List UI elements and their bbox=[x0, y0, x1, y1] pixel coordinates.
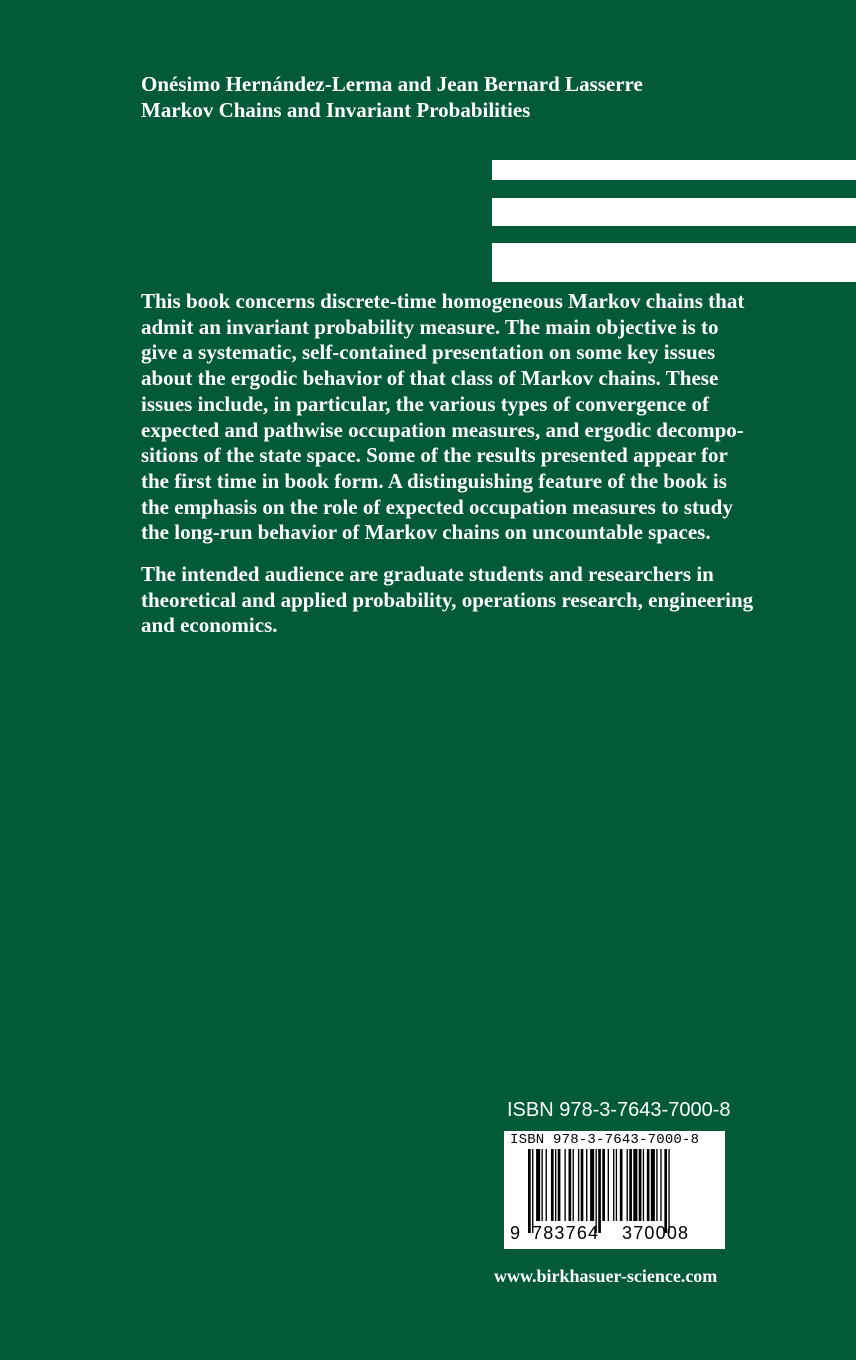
isbn-barcode bbox=[504, 1131, 725, 1249]
barcode-bar bbox=[578, 1149, 579, 1221]
blurb-line: the first time in book form. A distinguishing feature of the book is bbox=[141, 468, 727, 493]
barcode-bar bbox=[551, 1149, 554, 1221]
barcode-bar bbox=[581, 1149, 584, 1221]
barcode-bar bbox=[620, 1149, 623, 1221]
blurb-line: the long-run behavior of Markov chains on uncountable spaces. bbox=[141, 520, 711, 545]
barcode-bar bbox=[536, 1149, 540, 1221]
barcode-bar bbox=[613, 1149, 614, 1221]
barcode-bar bbox=[664, 1149, 667, 1233]
barcode-bar bbox=[627, 1149, 628, 1221]
barcode-bar bbox=[528, 1149, 531, 1233]
barcode-bar bbox=[668, 1149, 669, 1233]
barcode-bar bbox=[629, 1149, 632, 1221]
barcode-bar bbox=[608, 1149, 609, 1221]
barcode-bar bbox=[590, 1149, 594, 1221]
blurb-line: issues include, in particular, the various types of convergence of bbox=[141, 391, 709, 416]
blurb-line: theoretical and applied probability, operations research, engineering bbox=[141, 587, 754, 612]
blurb-line: This book concerns discrete-time homogeneous Markov chains that bbox=[141, 289, 745, 313]
barcode-bar bbox=[558, 1149, 561, 1221]
barcode-bar bbox=[564, 1149, 565, 1221]
decorative-stripe-1 bbox=[492, 160, 856, 180]
barcode-bar bbox=[546, 1149, 547, 1221]
barcode-bar bbox=[633, 1149, 637, 1221]
blurb-line: The intended audience are graduate students and researchers in bbox=[141, 562, 714, 586]
barcode-bar bbox=[651, 1149, 655, 1221]
barcode-bar bbox=[616, 1149, 617, 1221]
barcode-isbn-text: ISBN 978-3-7643-7000-8 bbox=[510, 1132, 700, 1148]
blurb-line: and economics. bbox=[141, 613, 278, 638]
barcode-first-digit: 9 bbox=[510, 1223, 521, 1243]
blurb-line: admit an invariant probability measure. The main objective is to bbox=[141, 314, 719, 339]
barcode-bar bbox=[647, 1149, 650, 1221]
barcode-bar bbox=[573, 1149, 574, 1221]
publisher-website: www.birkhasuer-science.com bbox=[494, 1266, 718, 1286]
blurb-line: the emphasis on the role of expected occupation measures to study bbox=[141, 494, 733, 519]
barcode-bar bbox=[586, 1149, 587, 1221]
barcode-bar bbox=[555, 1149, 556, 1221]
blurb-line: give a systematic, self-contained presentation on some key issues bbox=[141, 340, 716, 365]
barcode-bar bbox=[598, 1149, 601, 1233]
barcode-bar bbox=[532, 1149, 533, 1233]
authors: Onésimo Hernández-Lerma and Jean Bernard Lasserre bbox=[141, 72, 643, 96]
decorative-stripe-2 bbox=[492, 198, 856, 226]
barcode-bar bbox=[569, 1149, 572, 1221]
blurb-line: sitions of the state space. Some of the results presented appear for bbox=[141, 443, 728, 468]
isbn-label: ISBN 978-3-7643-7000-8 bbox=[507, 1099, 731, 1121]
barcode-digit-group-2: 370008 bbox=[622, 1223, 690, 1243]
barcode-bar bbox=[602, 1149, 605, 1221]
barcode-bar bbox=[596, 1149, 597, 1233]
blurb-paragraph-1 bbox=[141, 289, 761, 546]
barcode-bar bbox=[656, 1149, 657, 1221]
barcode-bar bbox=[639, 1149, 642, 1221]
blurb-line: about the ergodic behavior of that class of Markov chains. These bbox=[141, 366, 719, 391]
barcode-digit-group-1: 783764 bbox=[532, 1223, 600, 1243]
barcode-bar bbox=[542, 1149, 543, 1221]
blurb-line: expected and pathwise occupation measures, and ergodic decompo- bbox=[141, 417, 744, 442]
book-title: Markov Chains and Invariant Probabilities bbox=[141, 98, 531, 122]
blurb-paragraph-2 bbox=[141, 562, 761, 639]
barcode-bar bbox=[643, 1149, 644, 1221]
barcode-bar bbox=[660, 1149, 661, 1221]
cover-header bbox=[141, 71, 643, 123]
decorative-stripe-3 bbox=[492, 243, 856, 282]
